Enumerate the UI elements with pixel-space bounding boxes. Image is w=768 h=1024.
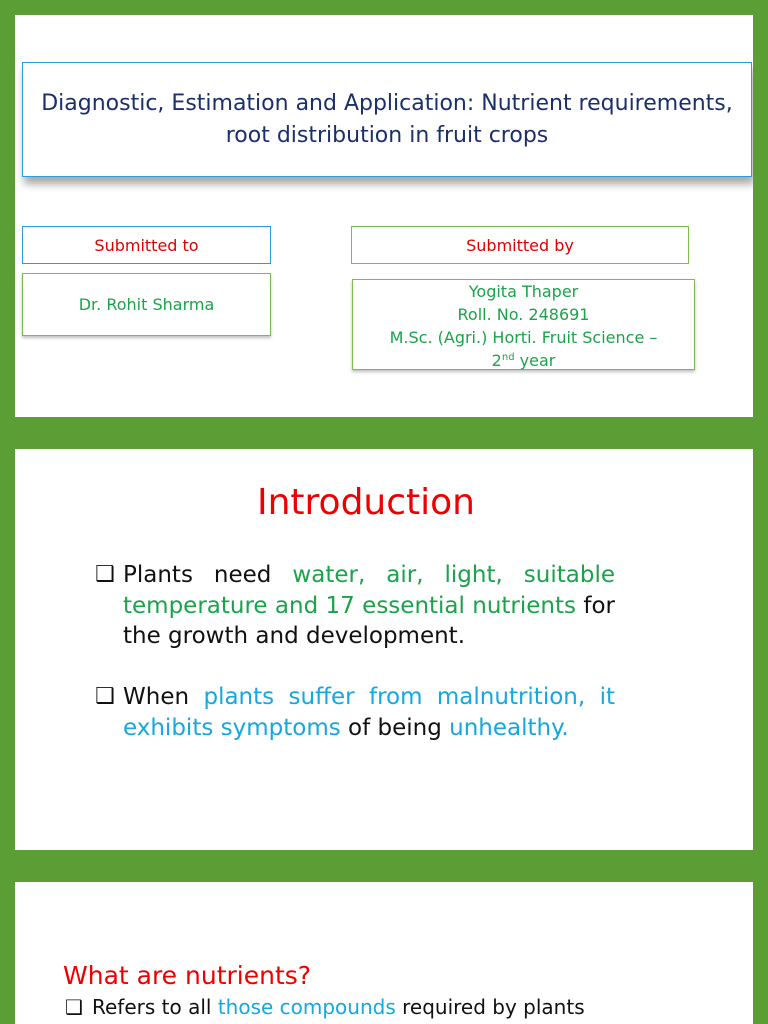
nutrients-heading: What are nutrients? <box>63 961 312 990</box>
bullet2-highlight-end: unhealthy. <box>449 714 569 741</box>
introduction-heading: Introduction <box>256 482 475 523</box>
roll-number: Roll. No. 248691 <box>457 304 590 324</box>
bullet1-rest: for the growth and development. <box>123 592 615 649</box>
bullet1-highlight: water, air, light, suitable temperature and 17 essential nutrients <box>123 562 615 619</box>
checkbox-bullet-icon: ❑ <box>65 995 83 1019</box>
nutrients-slide <box>15 882 753 1024</box>
teacher-name: Dr. Rohit Sharma <box>78 295 215 314</box>
presentation-title-text: Diagnostic, Estimation and Application: Nutrient requirements, root distribution in fruit crops <box>41 90 733 148</box>
year-number: 2 <box>491 350 502 370</box>
year-line <box>492 349 556 372</box>
nutrients-bullet <box>65 993 585 1021</box>
title-slide <box>15 15 753 417</box>
checkbox-bullet-icon: ❑ <box>95 684 115 709</box>
bullet2-text: When <box>123 684 204 710</box>
program-line: M.Sc. (Agri.) Horti. Fruit Science – <box>389 327 658 347</box>
bullet2-highlight: plants suffer from malnutrition, it exhibits symptoms <box>123 684 615 741</box>
bullet2-rest: of being <box>340 714 450 741</box>
teacher-name-box <box>22 273 271 336</box>
nutrients-bullet-text: Refers to all <box>92 995 218 1019</box>
student-name: Yogita Thaper <box>468 281 579 301</box>
checkbox-bullet-icon: ❑ <box>95 562 115 587</box>
introduction-slide <box>15 449 753 850</box>
submitted-to-label-box <box>22 226 271 264</box>
submitted-by-label: Submitted by <box>466 235 574 255</box>
presentation-title <box>22 62 752 177</box>
student-details-box <box>352 279 695 370</box>
submitted-by-label-box <box>351 226 689 264</box>
intro-bullet-1 <box>95 560 615 652</box>
year-suffix: nd <box>501 351 515 363</box>
year-word: year <box>514 350 556 370</box>
intro-bullet-2 <box>95 682 615 743</box>
submitted-to-label: Submitted to <box>94 235 199 255</box>
nutrients-bullet-highlight: those compounds <box>217 995 396 1019</box>
nutrients-bullet-rest: required by plants <box>395 995 585 1019</box>
bullet1-text: Plants need <box>123 562 293 588</box>
